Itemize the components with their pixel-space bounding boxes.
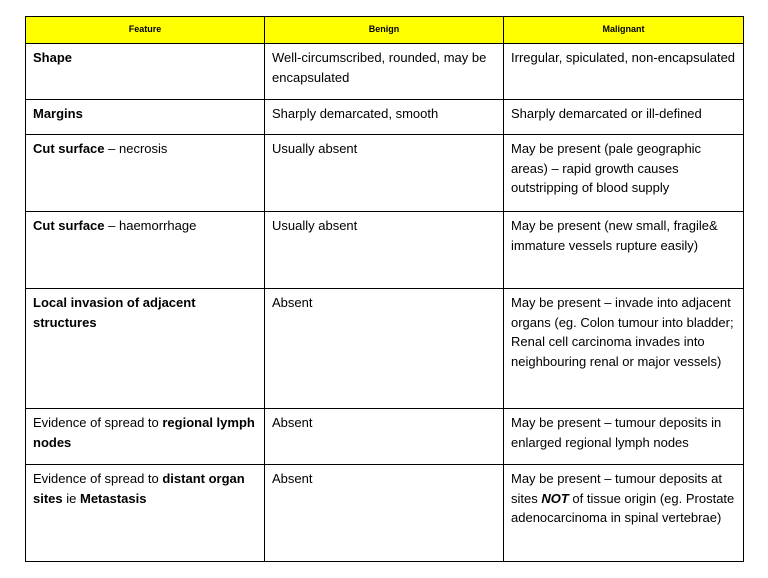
malignant-cell — [504, 465, 744, 562]
feature-bold-text: Shape — [33, 50, 73, 65]
malignant-cell: Irregular, spiculated, non-encapsulated — [504, 44, 744, 100]
benign-cell: Absent — [265, 289, 504, 409]
feature-bold-text: Margins — [33, 106, 83, 121]
benign-cell: Usually absent — [265, 212, 504, 289]
header-feature: Feature — [26, 17, 265, 44]
benign-cell: Sharply demarcated, smooth — [265, 100, 504, 135]
benign-cell: Usually absent — [265, 135, 504, 212]
benign-cell: Absent — [265, 465, 504, 562]
benign-cell: Well-circumscribed, rounded, may be encapsulated — [265, 44, 504, 100]
malignant-cell: May be present – invade into adjacent organs (eg. Colon tumour into bladder; Renal cell carcinoma invades into neighbouring renal or major vessels) — [504, 289, 744, 409]
malignant-cell: May be present (new small, fragile& immature vessels rupture easily) — [504, 212, 744, 289]
malignant-text: of tissue origin (eg. Prostate adenocarcinoma in spinal vertebrae) — [511, 490, 735, 525]
feature-comparison-table — [25, 16, 744, 562]
feature-cell — [26, 135, 265, 212]
feature-text: Evidence of spread to — [33, 415, 163, 430]
feature-bold-text: distant organ sites — [33, 471, 245, 506]
malignant-cell: May be present (pale geographic areas) – rapid growth causes outstripping of blood supply — [504, 135, 744, 212]
feature-cell — [26, 212, 265, 289]
feature-text: – necrosis — [104, 141, 168, 156]
feature-bold-text: Local invasion of adjacent structures — [33, 295, 196, 330]
feature-cell — [26, 409, 265, 465]
feature-cell — [26, 289, 265, 409]
feature-cell — [26, 44, 265, 100]
table-row-haemorrhage — [26, 212, 744, 289]
table-header-row — [26, 17, 744, 44]
table-row-margins — [26, 100, 744, 135]
header-benign: Benign — [265, 17, 504, 44]
feature-bold-text: regional lymph nodes — [33, 415, 255, 450]
feature-cell — [26, 465, 265, 562]
feature-text: Evidence of spread to — [33, 471, 163, 486]
malignant-emphasis: NOT — [541, 490, 569, 506]
feature-text: ie — [62, 490, 80, 506]
table-row-metastasis — [26, 465, 744, 562]
feature-bold-text: Cut surface — [33, 218, 105, 233]
feature-text: – haemorrhage — [104, 218, 197, 233]
malignant-cell: Sharply demarcated or ill-defined — [504, 100, 744, 135]
table-row-shape — [26, 44, 744, 100]
malignant-text: May be present – tumour deposits at sites — [511, 471, 723, 506]
feature-cell — [26, 100, 265, 135]
table-row-lymph-nodes — [26, 409, 744, 465]
feature-bold-text: Metastasis — [79, 490, 147, 506]
table-row-necrosis — [26, 135, 744, 212]
benign-cell: Absent — [265, 409, 504, 465]
feature-bold-text: Cut surface — [33, 141, 105, 156]
malignant-cell: May be present – tumour deposits in enlarged regional lymph nodes — [504, 409, 744, 465]
table-row-local-invasion — [26, 289, 744, 409]
header-malignant: Malignant — [504, 17, 744, 44]
